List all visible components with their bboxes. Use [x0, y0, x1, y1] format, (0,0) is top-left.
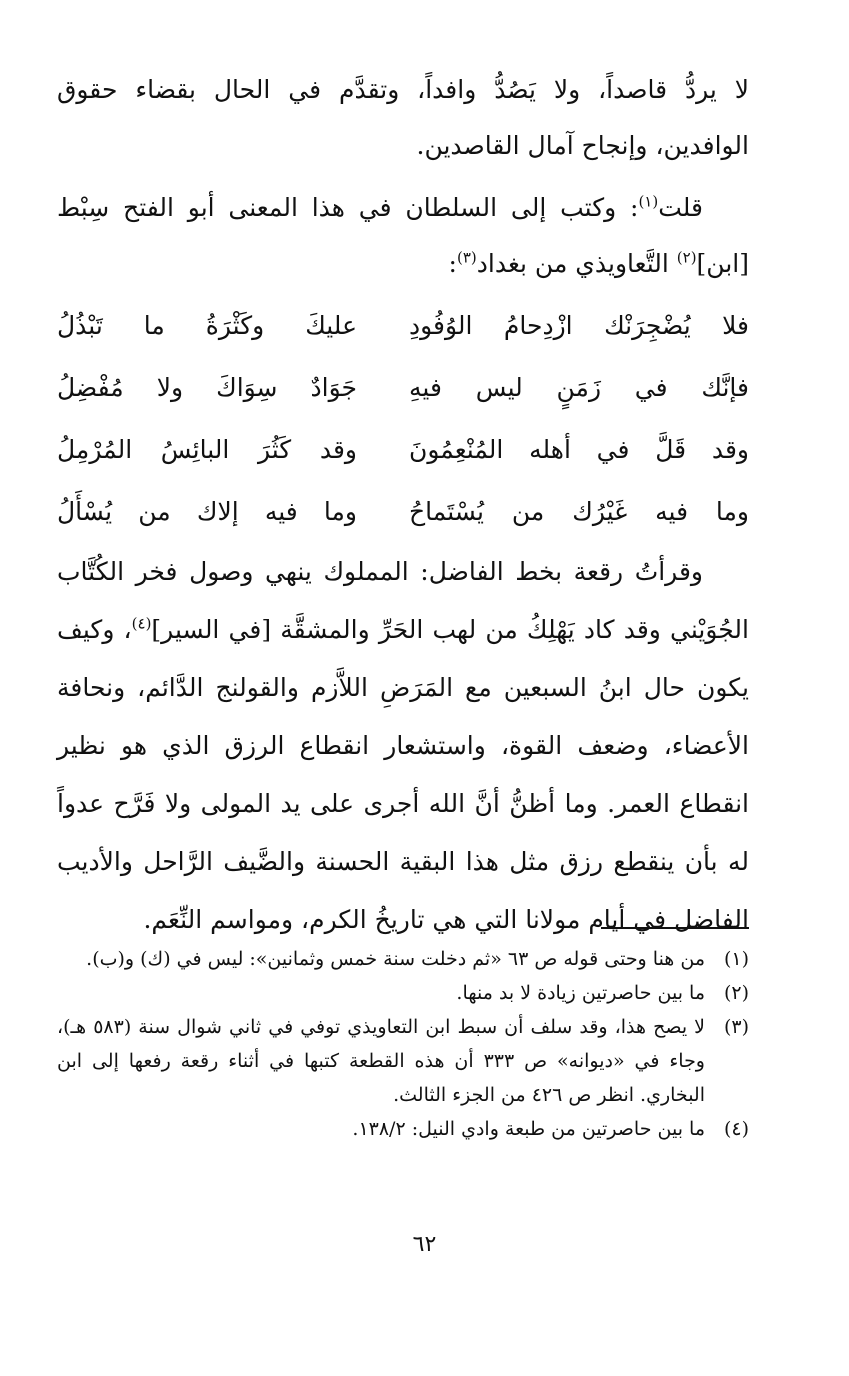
page-number: ٦٢ [412, 1232, 437, 1257]
footnote-text: ما بين حاصرتين زيادة لا بد منها. [456, 982, 705, 1004]
footnote-item [57, 976, 749, 1010]
footnote-item [57, 942, 749, 976]
footnote-text: لا يصح هذا، وقد سلف أن سبط ابن التعاويذي توفي في ثاني شوال سنة (٥٨٣ هـ)، وجاء في «ديوانه» ص ٣٣٣ أن هذه القطعة كتبها في أثناء رقعة رفعها إلى ابن البخاري. انظر ص ٤٢٦ من الجزء الثالث. [57, 1016, 706, 1106]
footnote-ref-3[interactable]: (٣) [456, 248, 477, 267]
intro-text-c: التَّعاويذي من بغداد [476, 249, 677, 278]
paragraph-intro [57, 180, 749, 292]
footnote-text: من هنا وحتى قوله ص ٦٣ «ثم دخلت سنة خمس وثمانين»: ليس في (ك) و(ب). [86, 948, 705, 970]
verse-first-hemistich: فلا يُضْجِرَنْك ازْدِحامُ الوُفُودِ [409, 311, 749, 340]
footnote-divider [601, 927, 749, 929]
verse-first-hemistich: فإنَّك في زَمَنٍ ليس فيهِ [409, 373, 749, 402]
footnote-number: (٤) [723, 1118, 749, 1140]
verse-first-hemistich: وما فيه غَيْرُك من يُسْتَماحُ [409, 497, 749, 526]
intro-text-a: قلت [658, 193, 703, 222]
verse-second-hemistich: جَوَادٌ سِوَاكَ ولا مُفْضِلُ [57, 373, 357, 402]
verse-second-hemistich: عليكَ وكَثْرَةُ ما تَبْذُلُ [57, 311, 357, 340]
verse-line [57, 419, 749, 481]
footnote-number: (٣) [723, 1016, 749, 1038]
letter-text-b: ، وكيف يكون حال ابنُ السبعين مع المَرَضِ اللاَّزم والقولنج الدَّائم، ونحافة الأعضاء، وضعف القوة، واستشعار انقطاع الرزق الذي هو نظير انقطاع العمر. وما أظنُّ أنَّ الله أجرى على يد المولى ولا فَرَّح عدواً له بأن ينقطع رزق مثل هذا البقية الحسنة والضَّيف الرَّاحل والأديب الفاضل في أيام مولانا التي هي تاريخُ الكرم، ومواسم النِّعَم. [57, 615, 749, 934]
intro-text-d: : [448, 249, 457, 278]
paragraph-text: لا يردُّ قاصداً، ولا يَصُدُّ وافداً، وتقدَّم في الحال بقضاء حقوق الوافدين، وإنجاح آمال القاصدين. [57, 75, 749, 160]
footnote-ref-2[interactable]: (٢) [676, 248, 697, 267]
footnotes [57, 942, 749, 1146]
footnote-text: ما بين حاصرتين من طبعة وادي النيل: ١٣٨/٢. [352, 1118, 705, 1140]
footnote-ref-4[interactable]: (٤) [131, 614, 152, 633]
verse-line [57, 357, 749, 419]
verse-first-hemistich: وقد قَلَّ في أهله المُنْعِمُونَ [409, 435, 749, 464]
verse-second-hemistich: وما فيه إلاك من يُسْأَلُ [57, 497, 357, 526]
footnote-number: (٢) [723, 982, 749, 1004]
verse-line [57, 295, 749, 357]
footnote-item [57, 1010, 749, 1112]
paragraph-opening [57, 62, 749, 174]
paragraph-letter [57, 543, 749, 949]
poem [57, 295, 749, 543]
letter-text-a: وقرأتُ رقعة بخط الفاضل: المملوك ينهي وصول فخر الكُتَّاب الجُوَيْني وقد كاد يَهْلِكُ من لهب الحَرِّ والمشقَّة [في السير] [57, 557, 749, 644]
verse-second-hemistich: وقد كَثُرَ البائِسُ المُرْمِلُ [57, 435, 357, 464]
intro-text-b: : وكتب إلى السلطان في هذا المعنى أبو الفتح سِبْط [ابن] [57, 193, 749, 278]
verse-line [57, 481, 749, 543]
footnote-item [57, 1112, 749, 1146]
footnote-number: (١) [723, 948, 749, 970]
footnote-ref-1[interactable]: (١) [638, 192, 659, 211]
